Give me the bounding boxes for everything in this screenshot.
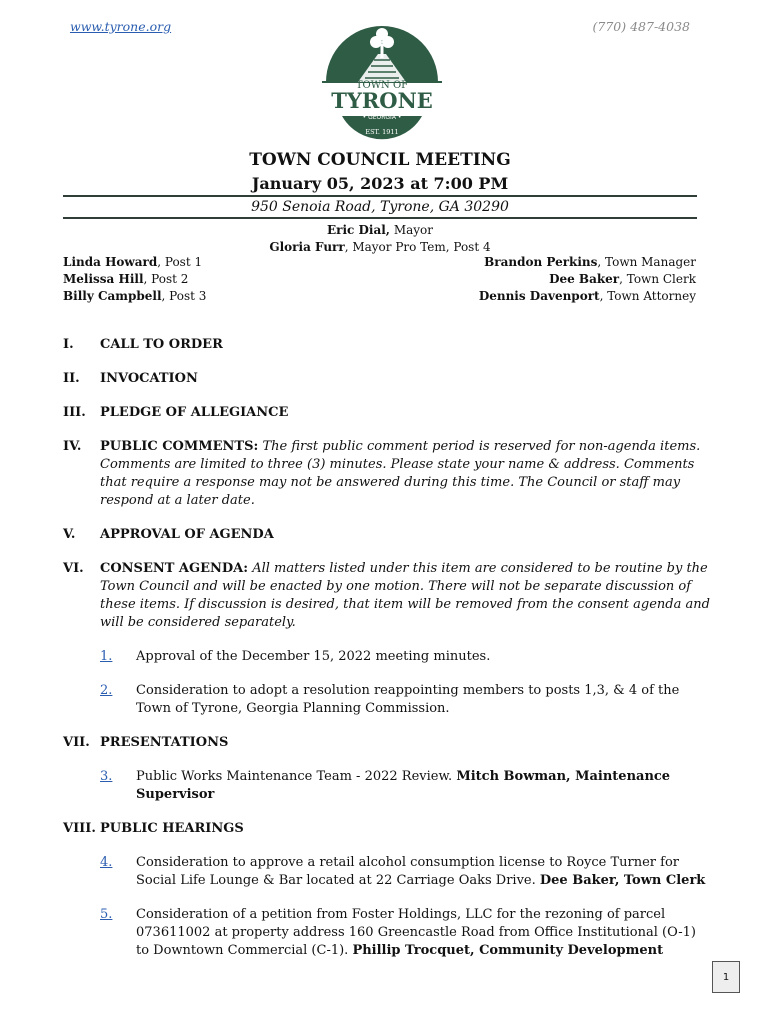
agenda-item (63, 560, 713, 632)
website-link[interactable]: www.tyrone.org (70, 19, 172, 34)
agenda-item (63, 526, 713, 544)
agenda-description: All matters listed under this item are considered to be routine by the Town Council and will be enacted by one motion. There will not be separate discussion of these items. If discussion is desired, that item will be removed from the consent agenda and will be considered separately. (100, 561, 710, 630)
official-role: , Town Manager (597, 255, 696, 269)
agenda-item (63, 734, 713, 752)
official-role: , Post 3 (161, 289, 207, 303)
agenda-description: The first public comment period is reserved for non-agenda items. Comments are limited to three (3) minutes. Please state your name & address. Comments that require a response may not be answered during this time. The Council or staff may respond at a later date. (100, 439, 701, 508)
protem-role: , Mayor Pro Tem, Post 4 (344, 240, 491, 254)
town-logo (318, 20, 446, 144)
official-role: , Town Clerk (619, 272, 696, 286)
subitem-link[interactable]: 3. (100, 769, 113, 784)
meeting-address: 950 Senoia Road, Tyrone, GA 30290 (251, 199, 509, 215)
logo-line2: TYRONE (331, 88, 433, 113)
agenda-item (63, 404, 713, 422)
official-name: Dee Baker (549, 272, 620, 286)
mayor-name: Eric Dial, (327, 223, 390, 237)
agenda-num: III. (63, 405, 86, 420)
agenda-num: V. (63, 527, 76, 542)
agenda-item (63, 370, 713, 388)
logo-line3: • GEORGIA • (362, 114, 402, 121)
agenda-item (63, 336, 713, 354)
agenda-subitem (100, 768, 713, 804)
meeting-date: January 05, 2023 at 7:00 PM (251, 174, 509, 193)
subitem-text: Consideration of a petition from Foster Holdings, LLC for the rezoning of parcel 073611002 at property address 160 Greencastle Road from Office Institutional (O-1) to Downtown Commercial (C-1). (136, 907, 696, 958)
top-rule (63, 195, 697, 197)
page-number: 1 (712, 961, 740, 993)
agenda-num: I. (63, 337, 74, 352)
subitem-presenter: Mitch Bowman, Maintenance Supervisor (136, 769, 671, 802)
protem-name: Gloria Furr (269, 240, 345, 254)
agenda-heading: INVOCATION (100, 371, 198, 386)
agenda-subitem (100, 682, 713, 718)
agenda-list (63, 336, 713, 976)
meeting-title: TOWN COUNCIL MEETING (249, 150, 511, 170)
official-role: , Town Attorney (599, 289, 696, 303)
staff-right (479, 254, 696, 305)
subitem-presenter: Phillip Trocquet, Community Development (352, 943, 664, 958)
subitem-text: Approval of the December 15, 2022 meeting minutes. (136, 649, 491, 664)
agenda-subitem (100, 648, 713, 666)
official-name: Brandon Perkins (484, 255, 598, 269)
agenda-subitem (100, 906, 713, 960)
agenda-heading: CALL TO ORDER (100, 337, 223, 352)
subitem-text: Consideration to adopt a resolution reappointing members to posts 1,3, & 4 of the Town of Tyrone, Georgia Planning Commission. (136, 683, 680, 716)
official-name: Dennis Davenport (478, 289, 600, 303)
official-role: , Post 1 (157, 255, 203, 269)
phone-number: (770) 487-4038 (592, 19, 690, 34)
bottom-rule (63, 217, 697, 219)
subitem-link[interactable]: 1. (100, 649, 113, 664)
agenda-heading: PRESENTATIONS (100, 735, 229, 750)
agenda-item (63, 438, 713, 510)
official-name: Linda Howard (63, 255, 158, 269)
agenda-num: IV. (63, 439, 82, 454)
official-role: , Post 2 (143, 272, 189, 286)
subitem-text: Consideration to approve a retail alcohol consumption license to Royce Turner for Social Life Lounge & Bar located at 22 Carriage Oaks Drive. (136, 855, 679, 888)
mayor-role: Mayor (390, 223, 433, 237)
agenda-num: II. (63, 371, 80, 386)
council-left (63, 254, 206, 305)
logo-line1: TOWN OF (355, 80, 409, 91)
agenda-heading: APPROVAL OF AGENDA (100, 527, 274, 542)
subitem-link[interactable]: 4. (100, 855, 113, 870)
agenda-subitem (100, 854, 713, 890)
logo-line4: EST. 1911 (365, 128, 399, 136)
official-name: Billy Campbell (63, 289, 162, 303)
agenda-heading: PUBLIC COMMENTS: (100, 439, 259, 454)
subitem-link[interactable]: 5. (100, 907, 113, 922)
agenda-num: VII. (63, 735, 90, 750)
agenda-heading: CONSENT AGENDA: (100, 561, 249, 576)
subitem-presenter: Dee Baker, Town Clerk (539, 873, 706, 888)
agenda-heading: PLEDGE OF ALLEGIANCE (100, 405, 289, 420)
agenda-num: VI. (63, 561, 84, 576)
subitem-link[interactable]: 2. (100, 683, 113, 698)
agenda-item (63, 820, 713, 838)
subitem-text: Public Works Maintenance Team - 2022 Review. (136, 769, 457, 784)
official-name: Melissa Hill (63, 272, 144, 286)
mayor-block (0, 222, 760, 256)
agenda-heading: PUBLIC HEARINGS (100, 821, 244, 836)
agenda-num: VIII. (63, 821, 96, 836)
